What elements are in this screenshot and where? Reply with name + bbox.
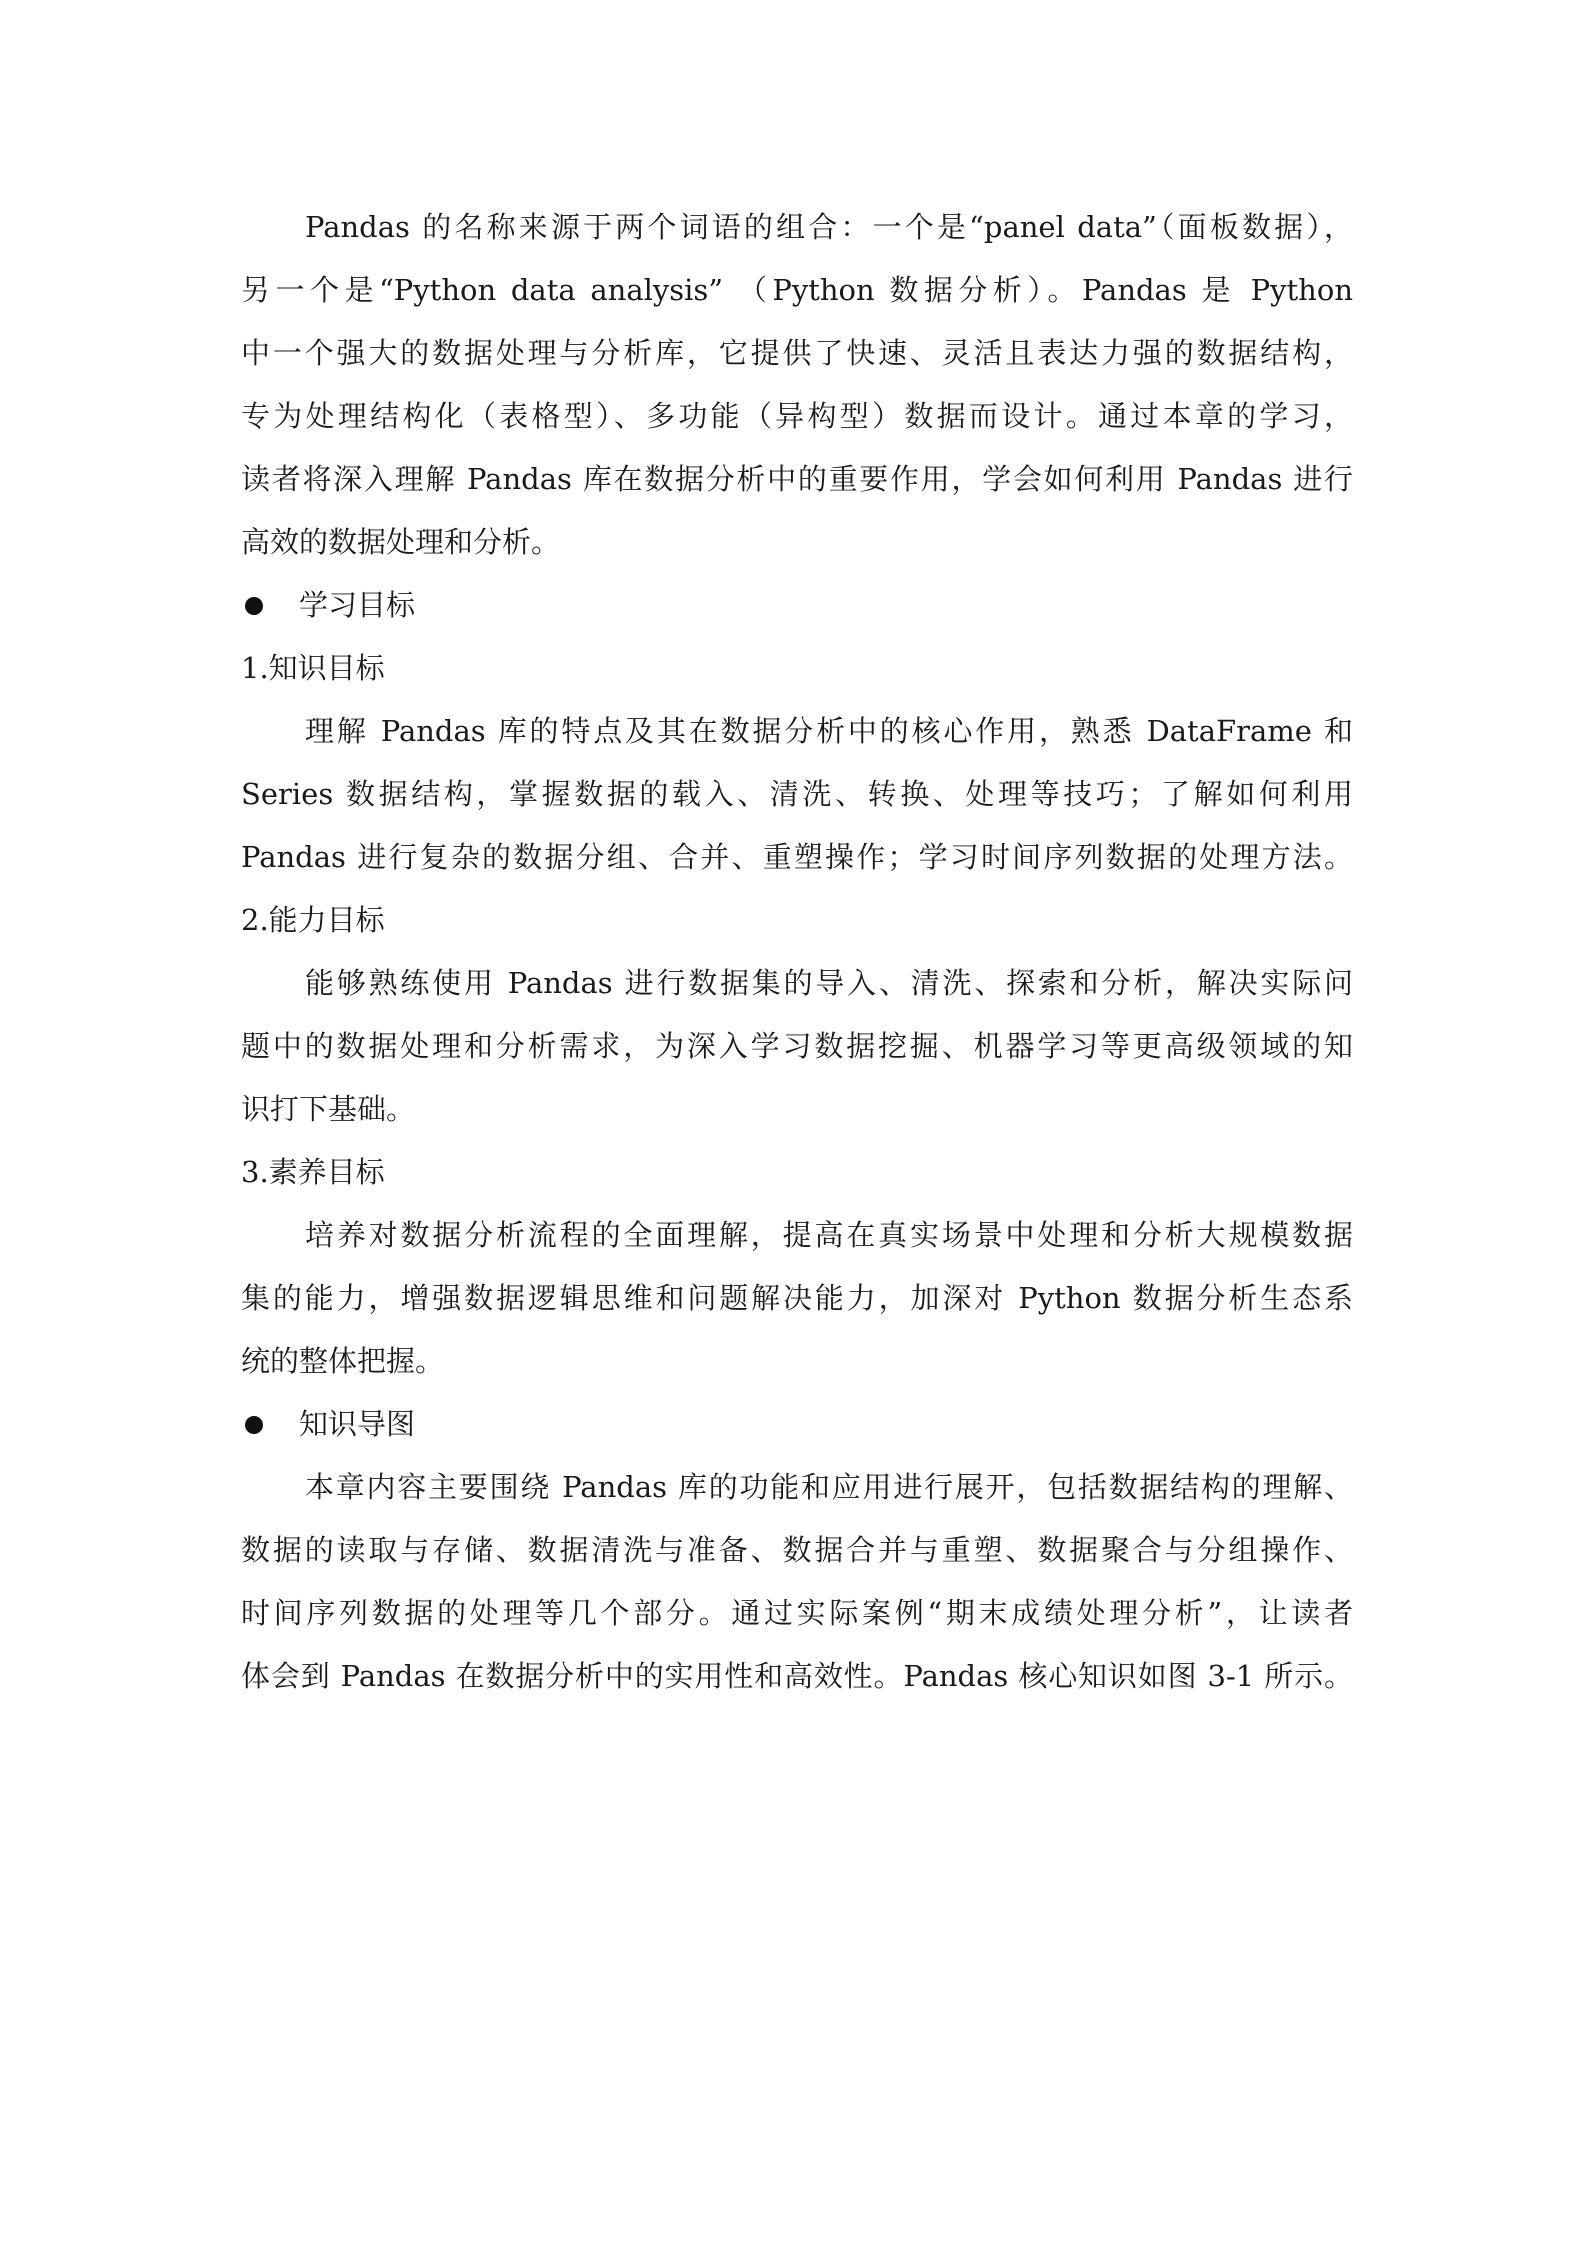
ability-paragraph — [241, 952, 1353, 1141]
paragraph-line: 体会到 Pandas 在数据分析中的实用性和高效性。Pandas 核心知识如图 3-1 所示。 — [241, 1659, 1353, 1693]
subheading-literacy: 3.素养目标 — [241, 1155, 385, 1189]
paragraph-line: 培养对数据分析流程的全面理解，提高在真实场景中处理和分析大规模数据 — [305, 1218, 1353, 1252]
subheading-ability: 2.能力目标 — [241, 903, 385, 937]
paragraph-line: 理解 Pandas 库的特点及其在数据分析中的核心作用，熟悉 DataFrame 和 — [305, 714, 1353, 748]
paragraph-line: 本章内容主要围绕 Pandas 库的功能和应用进行展开，包括数据结构的理解、 — [305, 1470, 1353, 1504]
intro-paragraph — [241, 196, 1353, 574]
section-heading-mindmap — [241, 1393, 1353, 1456]
paragraph-line: Pandas 进行复杂的数据分组、合并、重塑操作；学习时间序列数据的处理方法。 — [241, 840, 1353, 874]
section-heading-objectives — [241, 574, 1353, 637]
subheading-knowledge: 1.知识目标 — [241, 651, 385, 685]
bullet-icon — [245, 1416, 263, 1434]
paragraph-line: 高效的数据处理和分析。 — [241, 525, 561, 559]
paragraph-line: 统的整体把握。 — [241, 1344, 445, 1378]
paragraph-line: 数据的读取与存储、数据清洗与准备、数据合并与重塑、数据聚合与分组操作、 — [241, 1533, 1353, 1567]
paragraph-line: 专为处理结构化（表格型）、多功能（异构型）数据而设计。通过本章的学习， — [241, 399, 1353, 433]
paragraph-line: 题中的数据处理和分析需求，为深入学习数据挖掘、机器学习等更高级领域的知 — [241, 1029, 1353, 1063]
paragraph-line: Pandas 的名称来源于两个词语的组合：一个是“panel data”（面板数据）， — [305, 210, 1353, 244]
paragraph-line: 能够熟练使用 Pandas 进行数据集的导入、清洗、探索和分析，解决实际问 — [305, 966, 1353, 1000]
literacy-paragraph — [241, 1204, 1353, 1393]
mindmap-paragraph — [241, 1456, 1353, 1708]
paragraph-line: 时间序列数据的处理等几个部分。通过实际案例“期末成绩处理分析”，让读者 — [241, 1596, 1353, 1630]
paragraph-line: 识打下基础。 — [241, 1092, 416, 1126]
section-title: 学习目标 — [299, 588, 416, 622]
paragraph-line: 中一个强大的数据处理与分析库，它提供了快速、灵活且表达力强的数据结构， — [241, 336, 1353, 370]
paragraph-line: 读者将深入理解 Pandas 库在数据分析中的重要作用，学会如何利用 Pandas 进行 — [241, 462, 1353, 496]
bullet-icon — [245, 597, 263, 615]
paragraph-line: 另一个是“Python data analysis” （Python 数据分析）。Pandas 是 Python — [241, 273, 1353, 307]
knowledge-paragraph — [241, 700, 1353, 889]
page-content — [241, 196, 1353, 1708]
paragraph-line: Series 数据结构，掌握数据的载入、清洗、转换、处理等技巧；了解如何利用 — [241, 777, 1353, 811]
section-title: 知识导图 — [299, 1407, 416, 1441]
paragraph-line: 集的能力，增强数据逻辑思维和问题解决能力，加深对 Python 数据分析生态系 — [241, 1281, 1353, 1315]
